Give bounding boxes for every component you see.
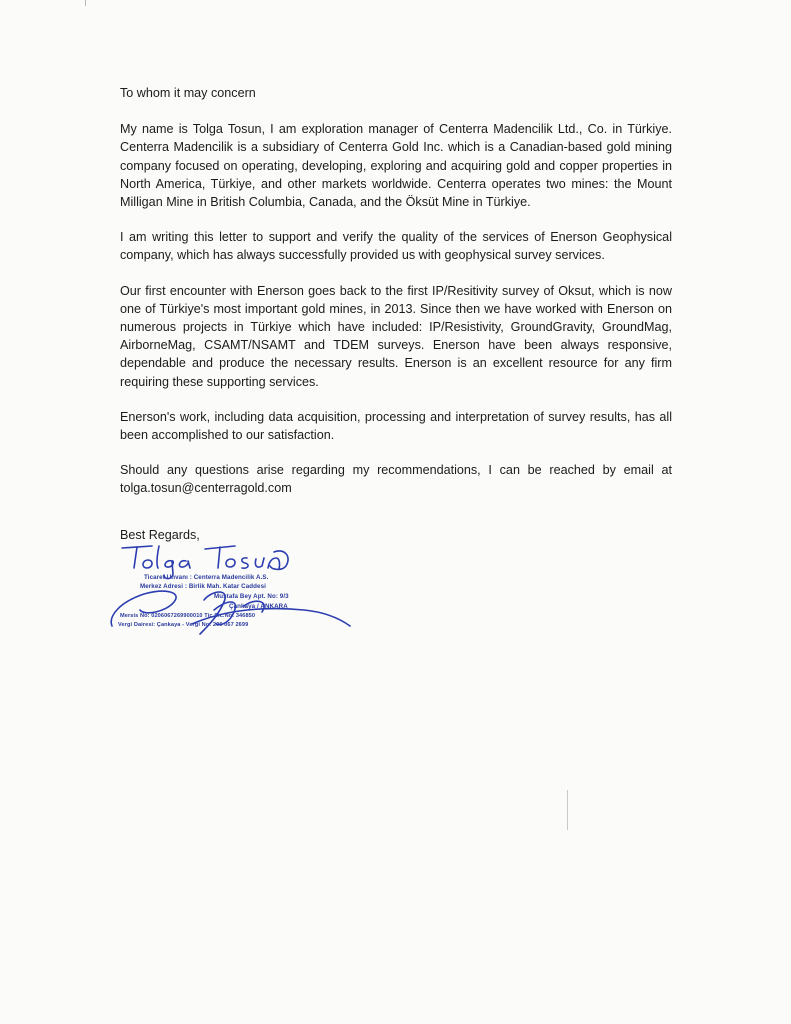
paragraph-purpose: I am writing this letter to support and verify the quality of the services of Enerson Geophysical company, which has always successfully provided us with geophysical survey services. [120,230,672,263]
salutation: To whom it may concern [120,86,256,100]
stamp-line-company: Ticaret Unvanı : Centerra Madencilik A.S. [144,574,269,581]
paragraph-history: Our first encounter with Enerson goes back to the first IP/Resitivity survey of Oksut, which is now one of Türkiye's most important gold mines, in 2013. Since then we have worked with Enerson on numerous projects in Türkiye which have included: IP/Resistivity, GroundGravity, GroundMag, AirborneMag, CSAMT/NSAMT and TDEM surveys. Enerson have been always responsive, dependable and produce the necessary results. Enerson is an excellent resource for any firm requiring these supporting services. [120,283,672,389]
letter-body [120,84,672,515]
closing: Best Regards, [120,528,200,542]
stamp-line-mersis: Mersis No: 0206067269900010 Tic.Sic.No: 346850 [120,613,256,619]
scan-corner-mark [85,0,86,6]
paragraph-satisfaction: Enerson's work, including data acquisition, processing and interpretation of survey results, has all been accomplished to our satisfaction. [120,409,672,443]
scan-artifact-line [567,790,568,830]
stamp-line-city: Çankaya / ANKARA [229,603,288,610]
stamp-line-building: Mustafa Bey Apt. No: 9/3 [214,593,289,600]
paragraph-intro: My name is Tolga Tosun, I am exploration manager of Centerra Madencilik Ltd., Co. in Türkiye. Centerra Madencilik is a subsidiary of Centerra Gold Inc. which is a Canadian-based gold mining company focused on operating, developing, exploring and acquiring gold and copper properties in North America, Türkiye, and other markets worldwide. Centerra operates two mines: the Mount Milligan Mine in British Columbia, Canada, and the Öksüt Mine in Türkiye. [120,122,672,210]
paragraph-contact: Should any questions arise regarding my recommendations, I can be reached by email at tolga.tosun@centerragold.com [120,463,672,496]
signature-block [104,540,364,660]
handwritten-signature [104,540,364,660]
stamp-line-address: Merkez Adresi : Birlik Mah. Katar Caddesi [140,583,266,590]
stamp-line-tax: Vergi Dairesi: Çankaya - Vergi No: 206 067 2699 [118,622,249,628]
